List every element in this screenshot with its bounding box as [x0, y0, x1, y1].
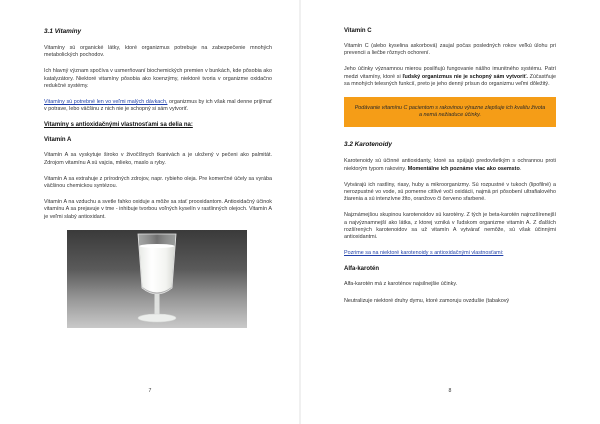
- paragraph-text: Karotenoidy sú účinné antioxidanty, ktoré sa spájajú predovšetkým s ochrannou proti niektorým typom rakoviny.: [344, 158, 556, 172]
- paragraph: Vitamín A sa vyskytuje široko v živočíšnych tkanivách a je uložený v pečeni ako palmitát. Zdrojom vitamínu A sú vajcia, mlieko, maslo a ryby.: [44, 152, 272, 166]
- paragraph-text: Jeho účinky významnou mierou posilňujú fungovanie nášho imunitného systému. Patrí medzi vitamíny, ktoré si: [344, 66, 556, 80]
- paragraph-text: .: [519, 165, 522, 172]
- page-8: [300, 0, 600, 424]
- paragraph: Alfa-karotén má z karoténov najsilnejšie účinky.: [344, 281, 458, 288]
- alpha-carotene-heading: Alfa-karotén: [344, 266, 380, 273]
- bold-text: ľudský organizmus nie je schopný sám vytvoriť.: [402, 73, 528, 80]
- section-heading-karotenoidy: 3.2 Karotenoidy: [344, 141, 392, 149]
- paragraph: [44, 99, 272, 113]
- paragraph: [344, 250, 556, 257]
- page-number: 7: [148, 388, 152, 394]
- milk-glass-illustration: [67, 230, 247, 328]
- paragraph-text: organizmus by ich však mal denne prijímať v potrave, lebo väčšinu z nich nie je schopný si sám vytvoriť.: [44, 99, 272, 113]
- paragraph: Ich hlavný význam spočíva v usmerňovaní biochemických premien v bunkách, kde pôsobia ako katalyzátory. Niektoré vitamíny pôsobia ako koenzýmy, niektoré tvoria v organizme oxidačno redukčné systémy.: [44, 68, 272, 89]
- bold-text: Momentálne ich poznáme viac ako osemsto: [407, 165, 520, 172]
- vitamin-dose-link[interactable]: Vitamíny sú potrebné len vo veľmi malých dávkach,: [44, 99, 168, 106]
- carotenoids-link[interactable]: Pozrime sa na niektoré karotenoidy s antioxidačnými vlastnosťami:: [344, 250, 504, 257]
- paragraph: Neutralizuje niektoré druhy dymu, ktoré zamoruju ovzdušie (tabakový: [344, 297, 510, 304]
- callout-text: Podávanie vitamínu C pacientom s rakovinou výrazne zlepšuje ich kvalitu života a nemá nežiaduce účinky.: [354, 105, 546, 119]
- paragraph: Vitamín A na vzduchu a svetle fahko oxiduje a môže sa stať prooxidantom. Antioxidačný účinok vitamínu A sa prejavuje v tme - inhibuje tvorbou voľných kyselín v rastlinných olejoch. Vitamín A je veľmi slabý antioxidant.: [44, 199, 272, 220]
- paragraph: Vytvárajú ich rastliny, riasy, huby a mikroorganizmy. Sú rozpustné v tukoch (lipofilné) a nerozpustné vo vode, sú pomerne citlivé voči oxidácii, najmä pri pôsobení ultrafialového žiarenia a sú intenzívne žlto, oranžovo či červeno sfarbené.: [344, 181, 556, 203]
- callout-box: [344, 97, 556, 127]
- antioxidant-subheading: Vitamíny s antioxidačnými vlastnosťami sa delia na:: [44, 122, 193, 129]
- page-number: 8: [448, 388, 452, 394]
- paragraph: Vitamíny sú organické látky, ktoré organizmus potrebuje na zabezpečenie mnohých metabolických pochodov.: [44, 45, 272, 59]
- paragraph: Vitamín C (alebo kyselina askorbová) zaujal počas posledných rokov veľkú úlohu pri prevencii a liečbe rôznych ochorení.: [344, 43, 556, 57]
- vitamin-a-heading: Vitamín A: [44, 137, 72, 144]
- milk-glass-image: [67, 230, 247, 328]
- vitamin-c-heading: Vitamín C: [344, 28, 372, 34]
- paragraph: Najznámejšou skupinou karotenoidov sú karotény. Z tých je beta-karotén najrozšírenejší a najvýznamnejší ako látka, z ktorej vzniká v ľudskom organizme vitamín A. Z ďalších rozšírených karotenoidov sa už vitamín A vytvárať nemôže, sú však účinnými antioxidantmi.: [344, 212, 556, 241]
- paragraph-text: Zúčastňuje sa mnohých telesných funkcií, preto je jeho denný prísun do organizmu veľmi dôležitý.: [344, 73, 556, 87]
- paragraph: [344, 158, 556, 172]
- paragraph: [344, 66, 556, 88]
- section-heading-vitaminy: 3.1 Vitamíny: [44, 28, 82, 35]
- paragraph: Vitamín A sa extrahuje z prírodných zdrojov, napr. rybieho oleja. Pre komerčné účely sa vyrába väčšinou chemickou syntézou.: [44, 175, 272, 190]
